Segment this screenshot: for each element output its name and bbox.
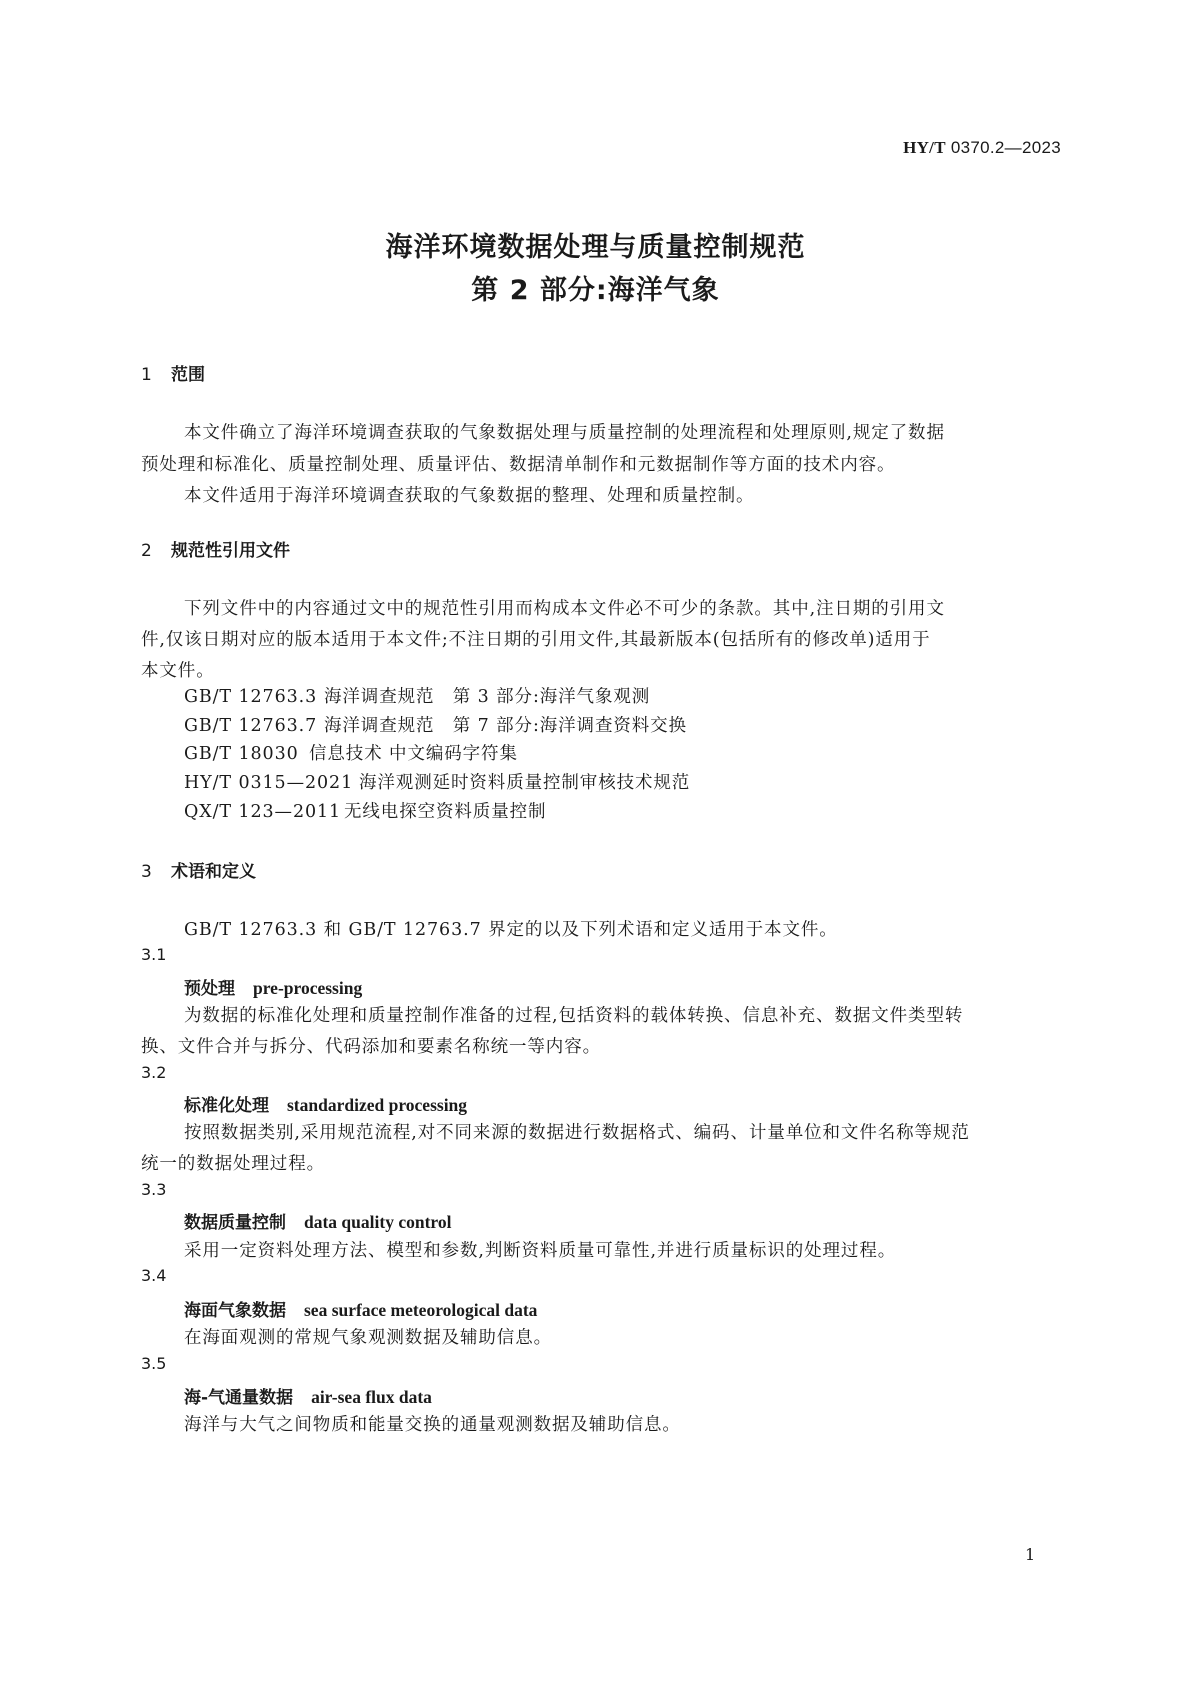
section-heading-scope — [141, 360, 205, 385]
term-zh: 预处理 — [184, 979, 235, 999]
reference-item — [184, 798, 546, 823]
term-zh: 海面气象数据 — [184, 1301, 286, 1321]
term-number: 3.3 — [141, 1180, 167, 1199]
references-paragraph-line-2: 件,仅该日期对应的版本适用于本文件;不注日期的引用文件,其最新版本(包括所有的修改单)适用于 — [141, 630, 931, 650]
term-en: data quality control — [304, 1212, 452, 1232]
term-definition-line-1: 在海面观测的常规气象观测数据及辅助信息。 — [184, 1328, 552, 1348]
section-number: 1 — [141, 365, 152, 385]
terms-intro: GB/T 12763.3 和 GB/T 12763.7 界定的以及下列术语和定义适用于本文件。 — [184, 920, 838, 940]
reference-item — [184, 740, 518, 765]
term-zh: 海-气通量数据 — [184, 1388, 294, 1408]
reference-title: 信息技术 中文编码字符集 — [309, 744, 518, 764]
reference-item — [184, 683, 650, 708]
term-zh: 标准化处理 — [184, 1096, 269, 1116]
term-definition-line-2: 统一的数据处理过程。 — [141, 1154, 325, 1174]
term-en: standardized processing — [287, 1095, 468, 1115]
references-paragraph-line-1: 下列文件中的内容通过文中的规范性引用而构成本文件必不可少的条款。其中,注日期的引用文 — [184, 599, 945, 619]
reference-code: GB/T 18030 — [184, 744, 299, 764]
reference-title: 无线电探空资料质量控制 — [344, 802, 547, 822]
term-number: 3.2 — [141, 1063, 167, 1082]
term-heading — [184, 1091, 467, 1116]
term-definition-line-1: 海洋与大气之间物质和能量交换的通量观测数据及辅助信息。 — [184, 1415, 681, 1435]
section-title: 范围 — [171, 365, 205, 385]
term-definition-line-1: 采用一定资料处理方法、模型和参数,判断资料质量可靠性,并进行质量标识的处理过程。 — [184, 1241, 897, 1261]
term-en: sea surface meteorological data — [304, 1300, 538, 1320]
document-title-line1: 海洋环境数据处理与质量控制规范 — [385, 232, 806, 263]
reference-code: QX/T 123—2011 — [184, 802, 342, 822]
term-heading — [184, 1208, 451, 1233]
term-number: 3.1 — [141, 945, 167, 964]
reference-code: GB/T 12763.3 — [184, 687, 318, 707]
reference-item — [184, 769, 690, 794]
section-heading-terms — [141, 857, 256, 882]
term-number: 3.4 — [141, 1266, 167, 1285]
reference-title: 海洋观测延时资料质量控制审核技术规范 — [359, 773, 691, 793]
term-zh: 数据质量控制 — [184, 1213, 286, 1233]
term-definition-line-2: 换、文件合并与拆分、代码添加和要素名称统一等内容。 — [141, 1037, 601, 1057]
reference-title: 海洋调查规范 第 3 部分:海洋气象观测 — [324, 687, 651, 707]
term-heading — [184, 974, 362, 999]
section-heading-references — [141, 536, 290, 561]
section-title: 术语和定义 — [171, 862, 256, 882]
term-number: 3.5 — [141, 1354, 167, 1373]
section-title: 规范性引用文件 — [171, 541, 290, 561]
reference-code: GB/T 12763.7 — [184, 716, 318, 736]
term-definition-line-1: 为数据的标准化处理和质量控制作准备的过程,包括资料的载体转换、信息补充、数据文件类型转 — [184, 1006, 964, 1026]
references-paragraph-line-3: 本文件。 — [141, 661, 215, 681]
document-title-line2: 第 2 部分:海洋气象 — [471, 275, 720, 306]
document-number — [903, 138, 1061, 158]
section-number: 2 — [141, 541, 152, 561]
term-en: air-sea flux data — [311, 1387, 432, 1407]
section-number: 3 — [141, 862, 152, 882]
doc-prefix: HY/T — [903, 138, 946, 157]
reference-item — [184, 712, 687, 737]
scope-paragraph-2: 本文件适用于海洋环境调查获取的气象数据的整理、处理和质量控制。 — [184, 486, 755, 506]
scope-paragraph-1-line-1: 本文件确立了海洋环境调查获取的气象数据处理与质量控制的处理流程和处理原则,规定了数据 — [184, 423, 945, 443]
scope-paragraph-1-line-2: 预处理和标准化、质量控制处理、质量评估、数据清单制作和元数据制作等方面的技术内容。 — [141, 455, 896, 475]
page-number: 1 — [1025, 1545, 1036, 1564]
term-en: pre-processing — [253, 978, 363, 998]
term-heading — [184, 1383, 432, 1408]
reference-title: 海洋调查规范 第 7 部分:海洋调查资料交换 — [324, 716, 687, 736]
term-heading — [184, 1296, 537, 1321]
reference-code: HY/T 0315—2021 — [184, 773, 354, 793]
term-definition-line-1: 按照数据类别,采用规范流程,对不同来源的数据进行数据格式、编码、计量单位和文件名称等规范 — [184, 1123, 970, 1143]
doc-code: 0370.2—2023 — [950, 138, 1061, 157]
